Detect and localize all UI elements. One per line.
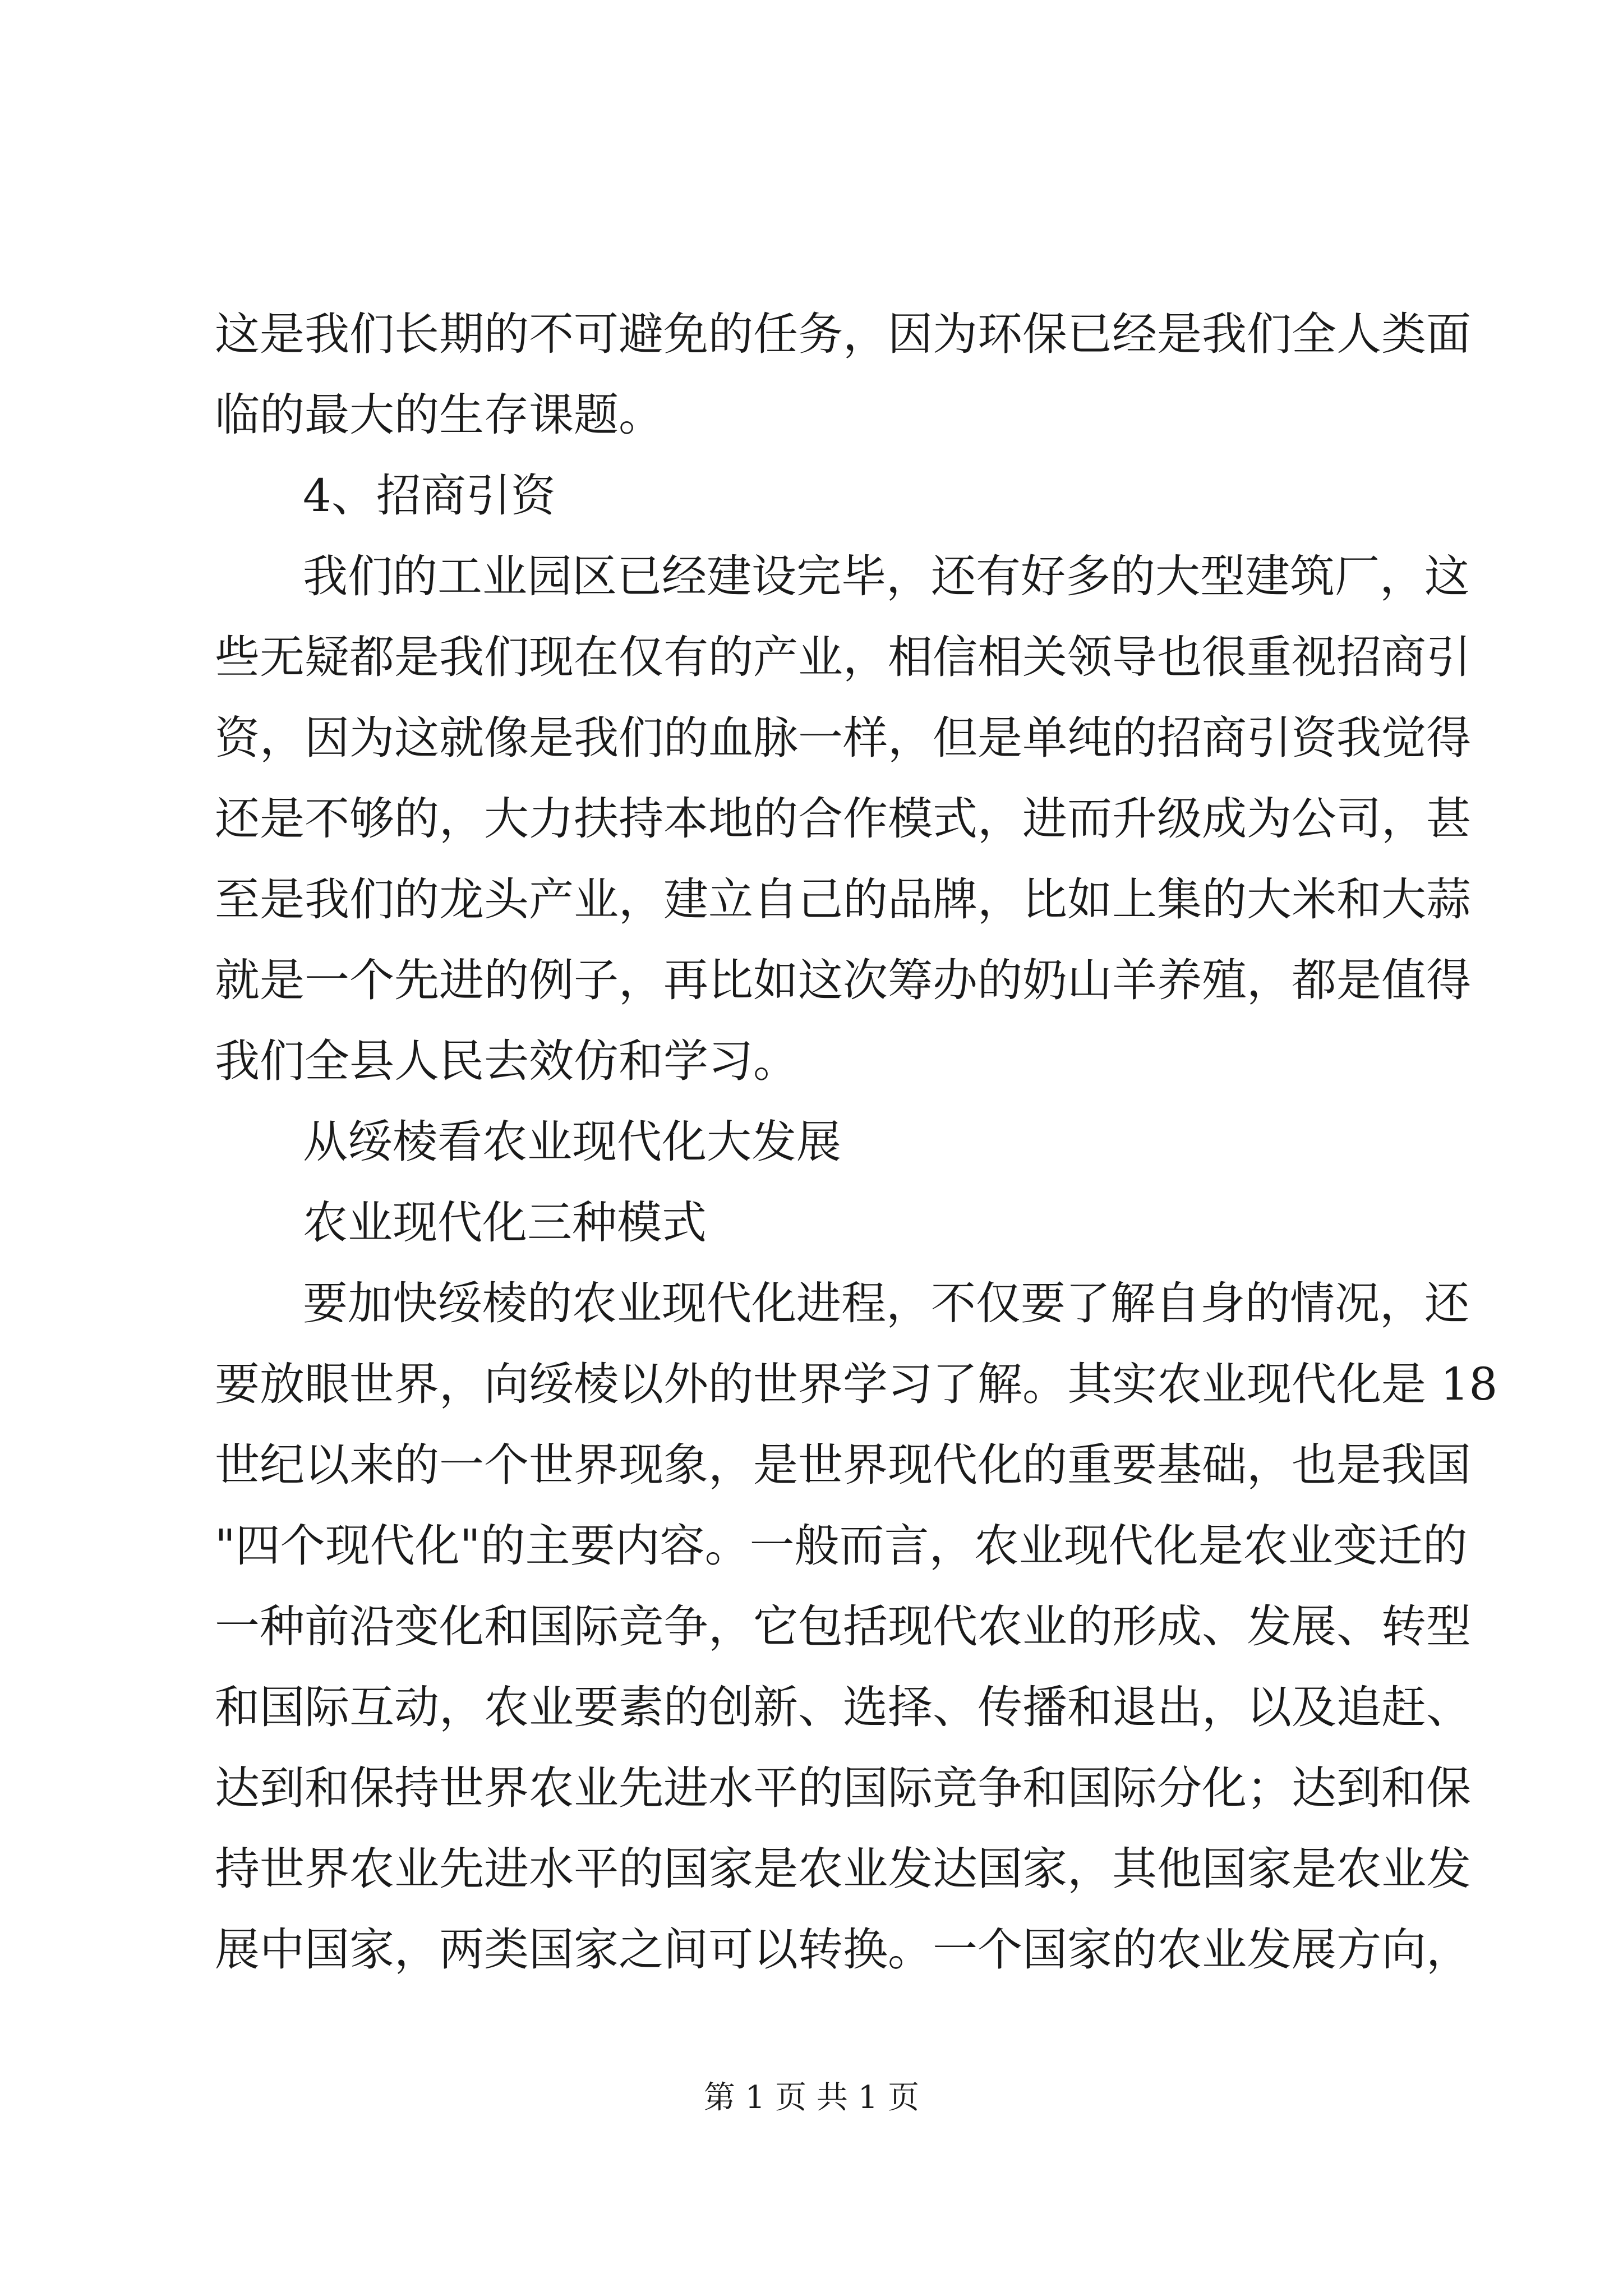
body-text-line: 世纪以来的一个世界现象，是世界现代化的重要基础，也是我国 <box>215 1439 1471 1491</box>
body-text-line: 还是不够的，大力扶持本地的合作模式，进而升级成为公司，甚 <box>215 793 1471 845</box>
body-text-line: 就是一个先进的例子，再比如这次筹办的奶山羊养殖，都是值得 <box>215 954 1471 1006</box>
body-text-line: 资，因为这就像是我们的血脉一样，但是单纯的招商引资我觉得 <box>215 712 1471 764</box>
body-text-line: 要加快绥棱的农业现代化进程，不仅要了解自身的情况，还 <box>303 1277 1469 1329</box>
section-heading: 4、招商引资 <box>303 470 556 522</box>
body-text-line: 达到和保持世界农业先进水平的国际竞争和国际分化；达到和保 <box>215 1762 1471 1814</box>
body-text-line: 持世界农业先进水平的国家是农业发达国家，其他国家是农业发 <box>215 1843 1471 1895</box>
body-text-line: 这是我们长期的不可避免的任务，因为环保已经是我们全人类面 <box>215 308 1471 360</box>
body-text-line: 和国际互动，农业要素的创新、选择、传播和退出，以及追赶、 <box>215 1681 1471 1733</box>
page-footer: 第 1 页 共 1 页 <box>703 2079 920 2116</box>
body-text-line: 我们的工业园区已经建设完毕，还有好多的大型建筑厂，这 <box>303 550 1469 602</box>
body-text-line: 我们全县人民去效仿和学习。 <box>215 1035 798 1087</box>
body-text-line: 些无疑都是我们现在仅有的产业，相信相关领导也很重视招商引 <box>215 631 1471 683</box>
body-text-line: 一种前沿变化和国际竞争，它包括现代农业的形成、发展、转型 <box>215 1600 1471 1653</box>
body-text-line: 临的最大的生存课题。 <box>215 389 663 441</box>
body-text-line: "四个现代化"的主要内容。一般而言，农业现代化是农业变迁的 <box>215 1520 1468 1572</box>
body-text-line: 要放眼世界，向绥棱以外的世界学习了解。其实农业现代化是 18 <box>215 1358 1498 1410</box>
body-text-line: 至是我们的龙头产业，建立自己的品牌，比如上集的大米和大蒜 <box>215 873 1471 926</box>
body-text-line: 展中国家，两类国家之间可以转换。一个国家的农业发展方向， <box>215 1924 1471 1976</box>
article-title: 从绥棱看农业现代化大发展 <box>303 1116 841 1168</box>
article-subtitle: 农业现代化三种模式 <box>303 1197 707 1249</box>
